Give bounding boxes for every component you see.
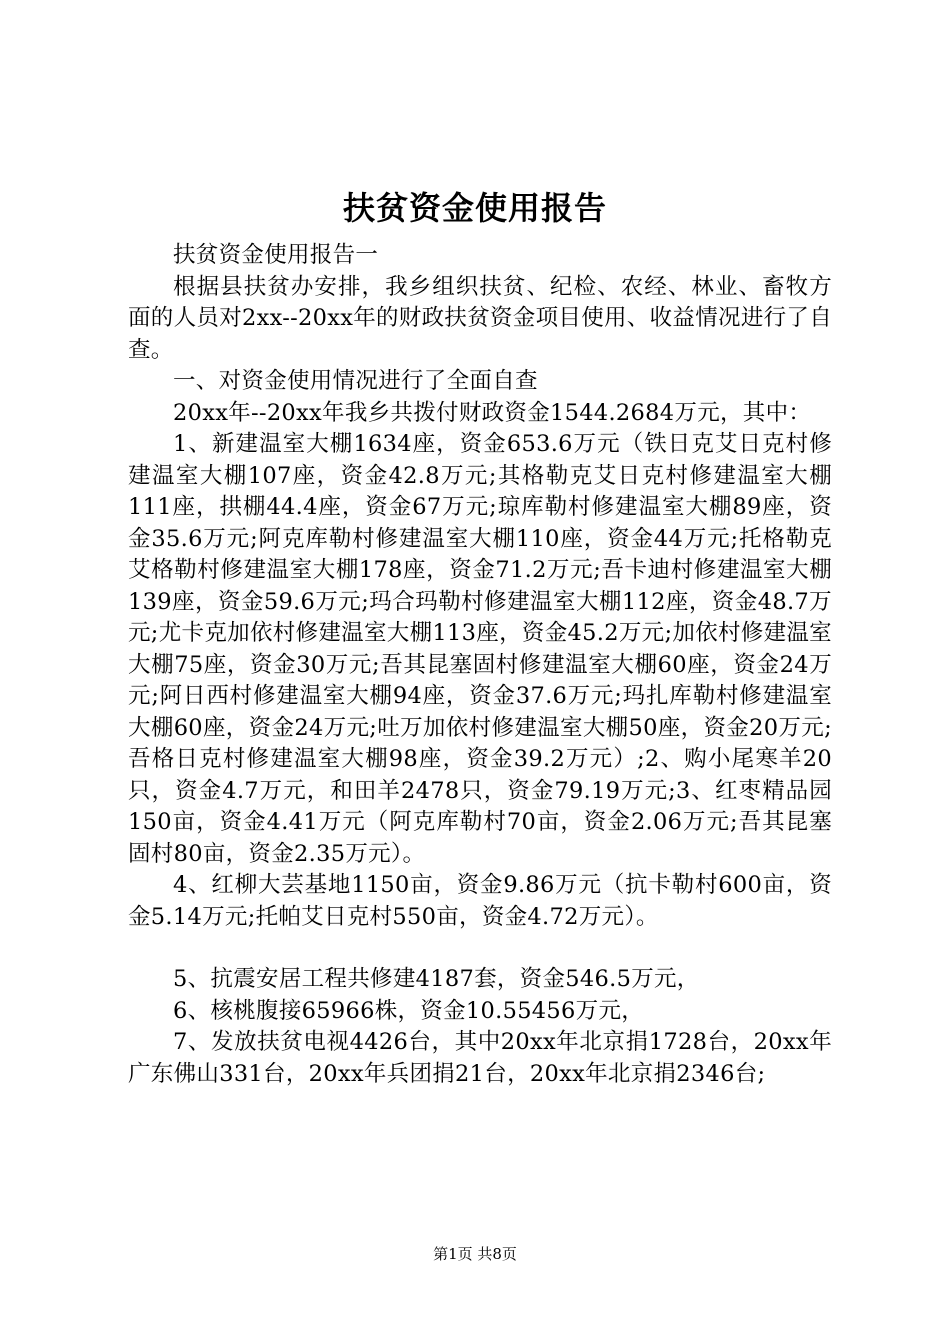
paragraph-intro: 根据县扶贫办安排，我乡组织扶贫、纪检、农经、林业、畜牧方面的人员对2xx--20xx年的财政扶贫资金项目使用、收益情况进行了自查。 [128, 273, 833, 363]
paragraph-item-1-3: 1、新建温室大棚1634座，资金653.6万元（铁日克艾日克村修建温室大棚107座，资金42.8万元;其格勒克艾日克村修建温室大棚111座，拱棚44.4座，资金67万元;琼库勒村修建温室大棚89座，资金35.6万元;阿克库勒村修建温室大棚110座，资金44万元;托格勒克艾格勒村修建温室大棚178座，资金71.2万元;吾卡迪村修建温室大棚139座，资金59.6万元;玛合玛勒村修建温室大棚112座，资金48.7万元;尤卡克加依村修建温室大棚113座，资金45.2万元;加依村修建温室大棚75座，资金30万元;吾其昆塞固村修建温室大棚60座，资金24万元;阿日西村修建温室大棚94座，资金37.6万元;玛扎库勒村修建温室大棚60座，资金24万元;吐万加依村修建温室大棚50座，资金20万元;吾格日克村修建温室大棚98座，资金39.2万元）;2、购小尾寒羊20只，资金4.7万元，和田羊2478只，资金79.19万元;3、红枣精品园150亩，资金4.41万元（阿克库勒村70亩，资金2.06万元;吾其昆塞固村80亩，资金2.35万元）。 [128, 431, 832, 867]
paragraph-funds-total: 20xx年--20xx年我乡共拨付财政资金1544.2684万元，其中： [173, 399, 812, 426]
document-title: 扶贫资金使用报告 [342, 189, 607, 227]
paragraph-subtitle: 扶贫资金使用报告一 [173, 242, 379, 268]
document-body [128, 240, 832, 1090]
page-footer: 第1页 共8页 [433, 1245, 517, 1263]
paragraph-item-5: 5、抗震安居工程共修建4187套，资金546.5万元， [173, 966, 700, 992]
paragraph-item-7: 7、发放扶贫电视4426台，其中20xx年北京捐1728台，20xx年广东佛山331台，20xx年兵团捐21台，20xx年北京捐2346台; [128, 1029, 832, 1087]
paragraph-item-6: 6、核桃腹接65966株，资金10.55456万元， [173, 997, 645, 1024]
paragraph-section-heading: 一、对资金使用情况进行了全面自查 [173, 368, 538, 394]
paragraph-item-4: 4、红柳大芸基地1150亩，资金9.86万元（抗卡勒村600亩，资金5.14万元;托帕艾日克村550亩，资金4.72万元）。 [128, 872, 832, 930]
